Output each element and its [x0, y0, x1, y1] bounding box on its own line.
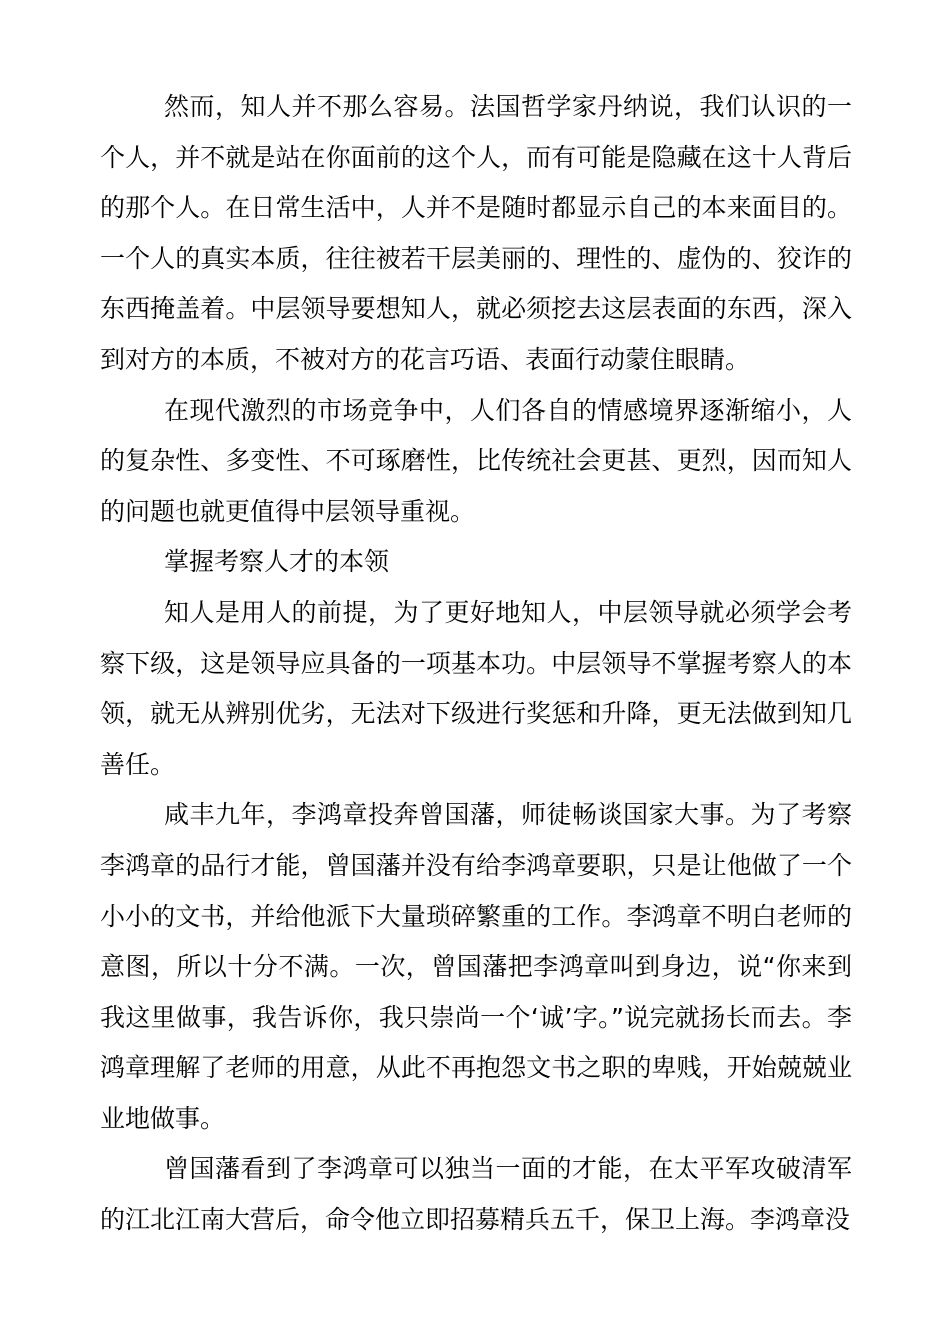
section-heading: 掌握考察人才的本领 [164, 547, 390, 577]
paragraph: 在现代激烈的市场竞争中，人们各自的情感境界逐渐缩小，人的复杂性、多变性、不可琢磨性，比传统社会更甚、更烈，因而知人的问题也就更值得中层领导重视。 [100, 395, 852, 526]
paragraph: 咸丰九年，李鸿章投奔曾国藩，师徒畅谈国家大事。为了考察李鸿章的品行才能，曾国藩并没有给李鸿章要职，只是让他做了一个小小的文书，并给他派下大量琐碎繁重的工作。李鸿章不明白老师的意图，所以十分不满。一次，曾国藩把李鸿章叫到身边，说“你来到我这里做事，我告诉你，我只崇尚一个‘诚’字。”说完就扬长而去。李鸿章理解了老师的用意，从此不再抱怨文书之职的卑贱，开始兢兢业业地做事。 [100, 800, 852, 1133]
document-page [100, 82, 852, 1246]
paragraph: 然而，知人并不那么容易。法国哲学家丹纳说，我们认识的一个人，并不就是站在你面前的这个人，而有可能是隐藏在这十人背后的那个人。在日常生活中，人并不是随时都显示自己的本来面目的。一个人的真实本质，往往被若干层美丽的、理性的、虚伪的、狡诈的东西掩盖着。中层领导要想知人，就必须挖去这层表面的东西，深入到对方的本质，不被对方的花言巧语、表面行动蒙住眼睛。 [100, 92, 852, 374]
paragraph: 曾国藩看到了李鸿章可以独当一面的才能，在太平军攻破清军的江北江南大营后，命令他立即招募精兵五千，保卫上海。李鸿章没 [100, 1154, 852, 1235]
paragraph: 知人是用人的前提，为了更好地知人，中层领导就必须学会考察下级，这是领导应具备的一项基本功。中层领导不掌握考察人的本领，就无从辨别优劣，无法对下级进行奖惩和升降，更无法做到知几善任。 [100, 597, 852, 779]
